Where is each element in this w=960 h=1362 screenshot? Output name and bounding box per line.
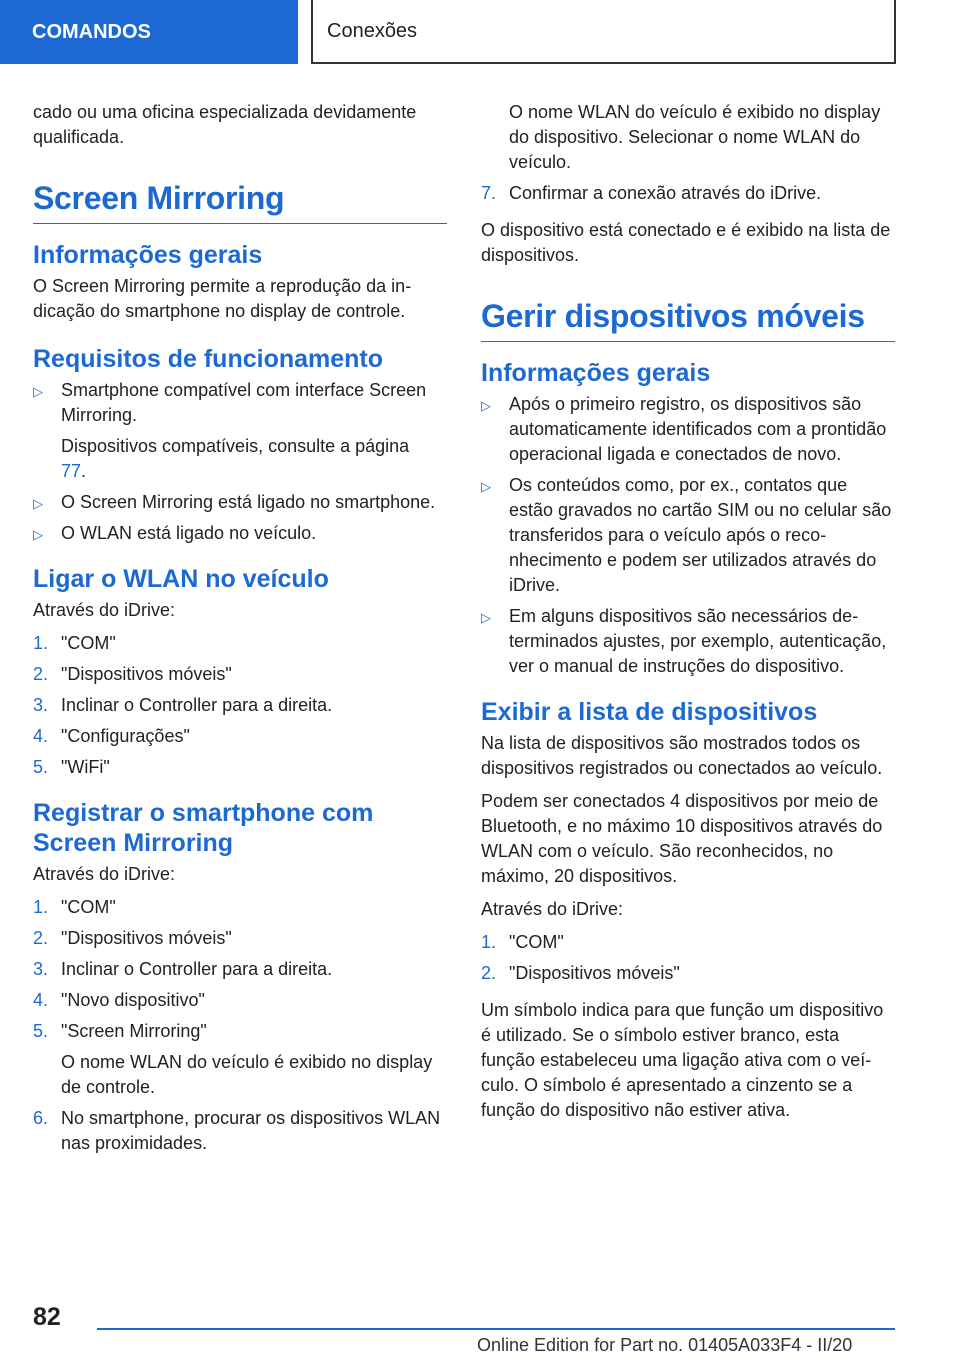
right-column xyxy=(481,100,895,1131)
info-bullet-list xyxy=(481,392,895,679)
heading-general-info: Informações gerais xyxy=(33,241,263,269)
step-number: 2. xyxy=(33,928,49,948)
step-number: 5. xyxy=(33,1021,49,1041)
step-number: 1. xyxy=(33,897,49,917)
bullet-icon: ▷ xyxy=(481,479,491,494)
list-item xyxy=(481,181,895,206)
list-item xyxy=(33,724,447,749)
device-list-steps xyxy=(481,930,895,986)
requirement-text: O WLAN está ligado no veículo. xyxy=(61,523,317,543)
step-number: 2. xyxy=(481,963,497,983)
list-item xyxy=(33,378,447,484)
list-item xyxy=(481,473,895,598)
bullet-icon: ▷ xyxy=(481,610,491,625)
step-text: "WiFi" xyxy=(61,757,110,777)
step-subtext: O nome WLAN do veículo é exibido no display do dispositivo. Selecionar o nome WLAN do veículo. xyxy=(509,102,881,172)
list-item xyxy=(33,662,447,687)
step-text: "COM" xyxy=(61,633,116,653)
list-item xyxy=(33,957,447,982)
list-item xyxy=(33,895,447,920)
device-list-text-1: Na lista de dispositivos são mostrados todos os dispositivos registrados ou conectados ao veículo. xyxy=(481,733,883,778)
step-number: 6. xyxy=(33,1108,49,1128)
bullet-icon: ▷ xyxy=(33,384,43,399)
page-header xyxy=(0,0,960,66)
bullet-icon: ▷ xyxy=(33,527,43,542)
bullet-text: Em alguns dispositivos são necessários determinados ajustes, por exemplo, autenticação, ver o manual de instruções do dispositivo. xyxy=(509,606,887,676)
heading-requirements: Requisitos de funcionamento xyxy=(33,345,384,373)
step-number: 2. xyxy=(33,664,49,684)
list-item xyxy=(481,392,895,467)
register-via-text: Através do iDrive: xyxy=(33,864,176,884)
heading-register-smartphone: Registrar o smartphone com Screen Mirroring xyxy=(33,799,374,857)
step-text: "Dispositivos móveis" xyxy=(61,664,232,684)
step-number: 1. xyxy=(33,633,49,653)
chapter-tab[interactable]: COMANDOS xyxy=(0,0,298,64)
page-link[interactable]: 77 xyxy=(61,461,82,481)
step-number: 7. xyxy=(481,183,497,203)
list-item xyxy=(33,490,447,515)
bullet-icon: ▷ xyxy=(481,398,491,413)
step-number: 3. xyxy=(33,695,49,715)
left-column xyxy=(33,100,447,1168)
list-item xyxy=(33,521,447,546)
register-steps-continued xyxy=(481,100,895,206)
footer-divider xyxy=(97,1328,895,1330)
list-item xyxy=(33,631,447,656)
step-number: 5. xyxy=(33,757,49,777)
heading-general-info-2: Informações gerais xyxy=(481,359,711,387)
intro-paragraph: cado ou uma oficina especializada devidamente qualificada. xyxy=(33,102,417,147)
step-subtext: O nome WLAN do veículo é exibido no display de controle. xyxy=(61,1052,433,1097)
step-text: "COM" xyxy=(61,897,116,917)
heading-manage-devices: Gerir dispositivos móveis xyxy=(481,296,895,342)
step-text: "COM" xyxy=(509,932,564,952)
list-item xyxy=(481,961,895,986)
requirements-list xyxy=(33,378,447,546)
list-item xyxy=(33,988,447,1013)
list-item xyxy=(33,926,447,951)
requirement-subtext-label: Dispositivos compatíveis, consulte a página xyxy=(61,436,410,456)
device-list-via: Através do iDrive: xyxy=(481,899,624,919)
requirement-text: Smartphone compatível com interface Screen Mirroring. xyxy=(61,380,427,425)
list-item xyxy=(33,1019,447,1100)
step-text: Confirmar a conexão através do iDrive. xyxy=(509,183,822,203)
heading-screen-mirroring: Screen Mirroring xyxy=(33,178,447,224)
step-text: "Screen Mirroring" xyxy=(61,1021,207,1041)
step-text: "Configurações" xyxy=(61,726,190,746)
list-item xyxy=(481,100,895,175)
step-text: Inclinar o Controller para a direita. xyxy=(61,959,333,979)
general-info-text: O Screen Mirroring permite a reprodução da indicação do smartphone no display de controle. xyxy=(33,276,412,321)
bullet-icon: ▷ xyxy=(33,496,43,511)
heading-wlan-vehicle: Ligar o WLAN no veículo xyxy=(33,565,329,593)
list-item xyxy=(481,930,895,955)
step-number: 3. xyxy=(33,959,49,979)
list-item xyxy=(33,755,447,780)
step-number: 4. xyxy=(33,726,49,746)
wlan-via-text: Através do iDrive: xyxy=(33,600,176,620)
connected-text: O dispositivo está conectado e é exibido na lista de dispositivos. xyxy=(481,220,891,265)
bullet-text: Os conteúdos como, por ex., contatos que estão gravados no cartão SIM ou no celular são transferidos para o veículo após o reconhecimento e podem ser utilizados através do iDrive. xyxy=(509,475,892,595)
step-number: 4. xyxy=(33,990,49,1010)
section-tab[interactable]: Conexões xyxy=(311,0,896,64)
step-text: "Dispositivos móveis" xyxy=(61,928,232,948)
bullet-text: Após o primeiro registro, os dispositivos são automaticamente identificados com a prontidão operacional ligada e conectados de novo. xyxy=(509,394,887,464)
heading-device-list: Exibir a lista de dispositivos xyxy=(481,698,818,726)
step-text: "Novo dispositivo" xyxy=(61,990,205,1010)
step-text: Inclinar o Controller para a direita. xyxy=(61,695,333,715)
requirement-text: O Screen Mirroring está ligado no smartphone. xyxy=(61,492,436,512)
step-number: 1. xyxy=(481,932,497,952)
footer-edition-text: Online Edition for Part no. 01405A033F4 - II/20 xyxy=(477,1335,853,1355)
requirement-subtext: Dispositivos compatíveis, consulte a página 77. xyxy=(61,436,410,481)
step-text: No smartphone, procurar os dispositivos WLAN nas proximidades. xyxy=(61,1108,441,1153)
device-list-text-2: Podem ser conectados 4 dispositivos por meio de Bluetooth, e no máximo 10 dispositivos através do WLAN com o veículo. São reconhecidos, no máximo, 20 dispositivos. xyxy=(481,791,883,886)
list-item xyxy=(33,1106,447,1156)
list-item xyxy=(481,604,895,679)
symbol-text: Um símbolo indica para que função um dispositivo é utilizado. Se o símbolo estiver branco, esta função estabeleceu uma ligação ativa com o veículo. O símbolo é apresentado a cinzento se a função do dispositivo não estiver ativa. xyxy=(481,1000,884,1120)
page-number: 82 xyxy=(33,1303,61,1331)
register-steps-list xyxy=(33,895,447,1156)
list-item xyxy=(33,693,447,718)
step-text: "Dispositivos móveis" xyxy=(509,963,680,983)
wlan-steps-list xyxy=(33,631,447,780)
